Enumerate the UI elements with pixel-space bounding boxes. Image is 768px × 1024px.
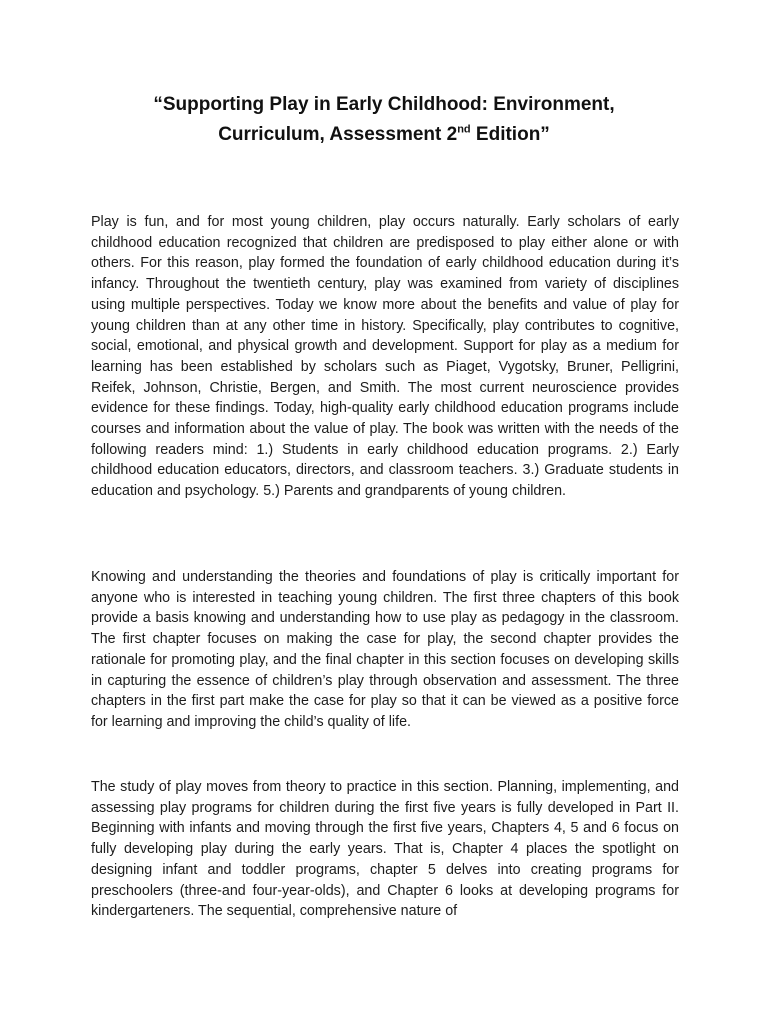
paragraph-part-two: The study of play moves from theory to practice in this section. Planning, implementing, and assessing play programs for children during the first five years is fully developed in Part II. Beginning with infants and moving through the first five years, Chapters 4, 5 and 6 focus on fully developing play during the early years. That is, Chapter 4 places the spotlight on designing infant and toddler programs, chapter 5 delves into creating programs for preschoolers (three-and four-year-olds), and Chapter 6 looks at developing programs for kindergarteners. The sequential, comprehensive nature of	[91, 779, 679, 920]
title-line-2-end: Edition”	[470, 124, 550, 145]
title-line-1: “Supporting Play in Early Childhood: Environment,	[153, 94, 615, 115]
paragraph-part-one: Knowing and understanding the theories and foundations of play is critically important for anyone who is interested in teaching young children. The first three chapters of this book provide a basis knowing and understanding how to use play as pedagogy in the classroom. The first chapter focuses on making the case for play, the second chapter provides the rationale for promoting play, and the final chapter in this section focuses on developing skills in capturing the essence of children’s play through observation and assessment. The three chapters in the first part make the case for play so that it can be viewed as a positive force for learning and improving the child’s quality of life.	[91, 569, 679, 730]
title-line-2-text: Curriculum, Assessment 2	[218, 124, 458, 145]
title-superscript: nd	[457, 123, 471, 136]
paragraph-introduction: Play is fun, and for most young children, play occurs naturally. Early scholars of early childhood education recognized that children are predisposed to play either alone or with others. For this reason, play formed the foundation of early childhood education during it’s infancy. Throughout the twentieth century, play was examined from variety of disciplines using multiple perspectives. Today we know more about the benefits and value of play for young children than at any other time in history. Specifically, play contributes to cognitive, social, emotional, and physical growth and development. Support for play as a medium for learning has been established by scholars such as Piaget, Vygotsky, Bruner, Pelligrini, Reifek, Johnson, Christie, Bergen, and Smith. The most current neuroscience provides evidence for these findings. Today, high-quality early childhood education programs include courses and information about the value of play. The book was written with the needs of the following readers mind: 1.) Students in early childhood education programs. 2.) Early childhood education educators, directors, and classroom teachers. 3.) Graduate students in education and psychology. 5.) Parents and grandparents of young children.	[91, 214, 679, 500]
title-line-2	[0, 120, 768, 150]
document-title	[0, 90, 768, 150]
